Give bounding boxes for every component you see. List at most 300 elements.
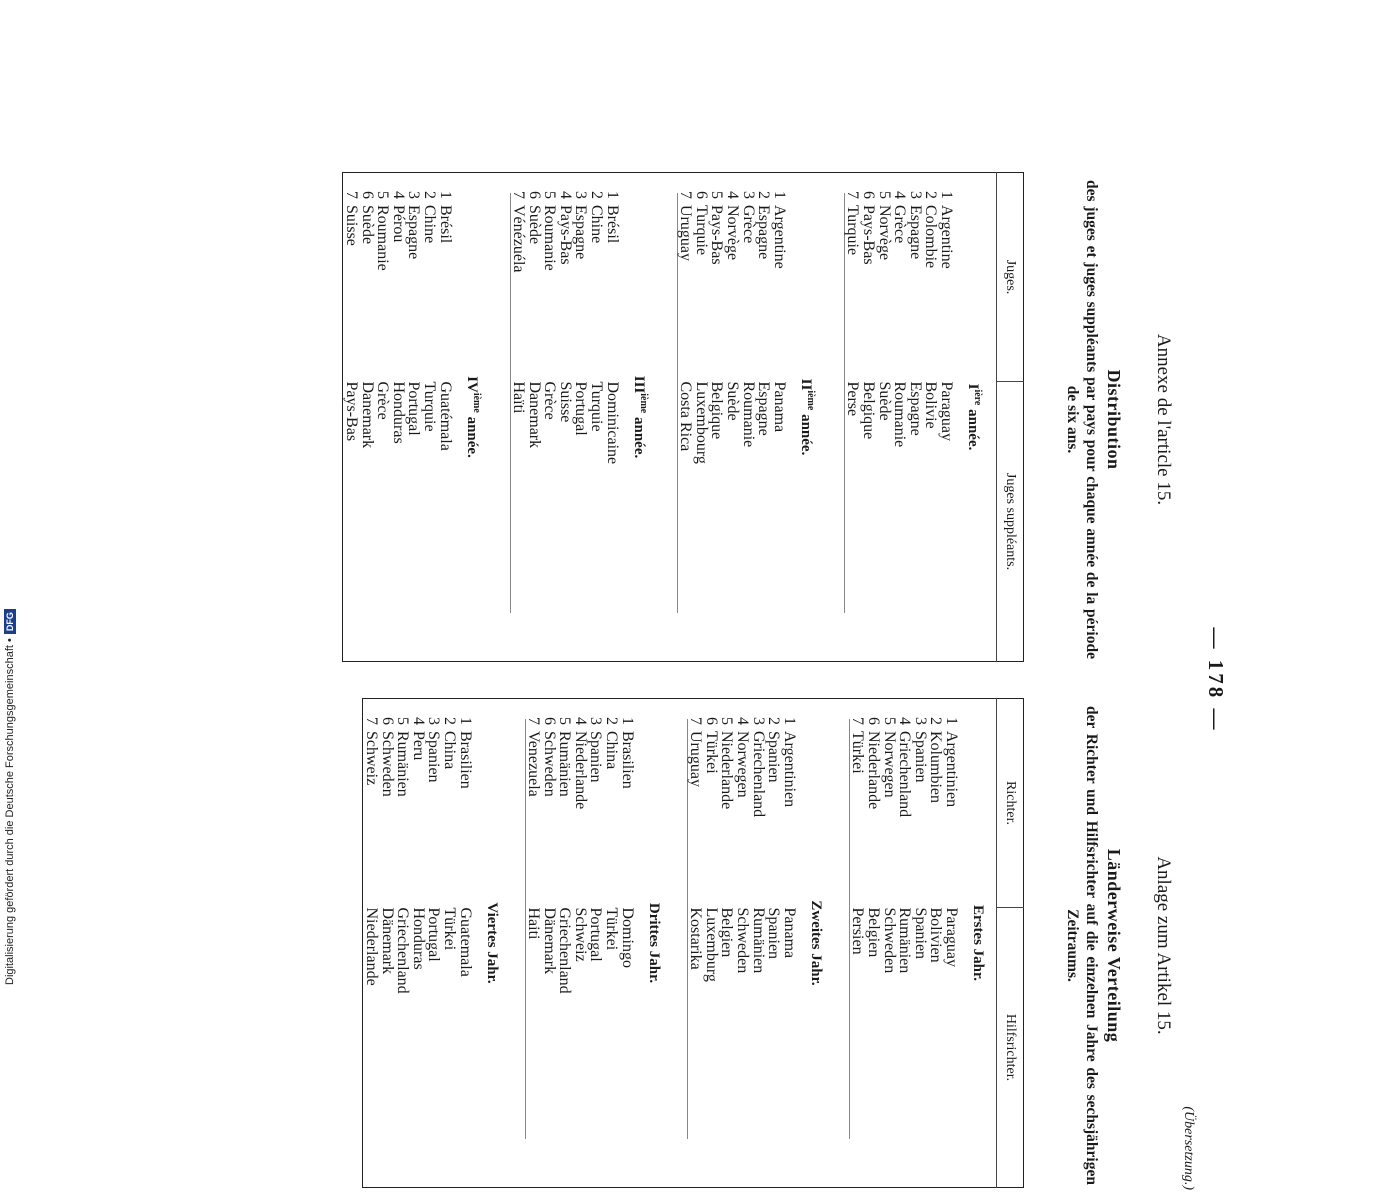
- deputy-country: Honduras: [409, 907, 427, 970]
- table-row: [526, 699, 542, 1188]
- table-row: [766, 699, 782, 1188]
- judge-entry: [589, 173, 605, 382]
- row-number: 5: [541, 191, 559, 199]
- year-heading: [797, 699, 834, 1188]
- judge-cell: [573, 173, 589, 382]
- year-heading: [954, 173, 997, 662]
- table-row: [688, 699, 704, 1188]
- judge-entry: [421, 173, 437, 382]
- row-number: 1: [770, 191, 788, 199]
- row-number: 2: [420, 191, 438, 199]
- judge-country: Pays-Bas: [708, 205, 726, 265]
- row-number: 6: [358, 191, 376, 199]
- judge-cell: [734, 699, 750, 908]
- table-row: [876, 173, 892, 662]
- judge-cell: [928, 699, 944, 908]
- deputy-country: Suède: [724, 381, 742, 421]
- french-heading: Annexe de l'article 15.: [1153, 333, 1174, 506]
- judge-cell: [781, 699, 797, 908]
- year-separator-cell: [672, 699, 688, 1188]
- judge-cell: [876, 173, 892, 382]
- table-row: [573, 173, 589, 662]
- row-number: 2: [440, 717, 458, 725]
- judge-country: Uruguay: [677, 205, 695, 261]
- table-row: [771, 173, 787, 662]
- german-subtitle: der Richter und Hilfsrichter auf die einzelnen Jahre des sechsjährigen Zeitraums.: [1064, 706, 1100, 1185]
- row-number: 2: [588, 191, 606, 199]
- row-number: 5: [374, 191, 392, 199]
- judge-cell: [379, 699, 395, 908]
- deputy-country: Niederlande: [362, 907, 380, 986]
- year-label-suffix: ière: [972, 389, 983, 406]
- deputy-country: Portugal: [587, 907, 605, 962]
- judge-country: Brasilien: [618, 731, 636, 789]
- table-row: [604, 173, 620, 662]
- judge-cell: [526, 173, 542, 382]
- year-label-number: IV: [463, 376, 480, 393]
- row-number: 4: [571, 717, 589, 725]
- judge-country: Peru: [409, 731, 427, 761]
- table-row: [912, 699, 928, 1188]
- row-number: 4: [896, 717, 914, 725]
- deputy-country: Turquie: [420, 381, 438, 432]
- table-row: [897, 699, 913, 1188]
- table-row: [441, 699, 457, 1188]
- judge-entry: [604, 173, 620, 382]
- row-number: 1: [938, 191, 955, 199]
- deputy-country: Espagne: [755, 381, 773, 436]
- table-row: [756, 173, 772, 662]
- judge-entry: [511, 173, 527, 382]
- deputy-country: Paraguay: [938, 381, 955, 442]
- table-row: [379, 699, 395, 1188]
- row-number: 3: [587, 717, 605, 725]
- judge-country: Colombie: [922, 205, 940, 269]
- judge-country: Chine: [420, 205, 438, 244]
- deputy-country: Türkei: [603, 907, 621, 951]
- table-row: [589, 173, 605, 662]
- judge-cell: [541, 699, 557, 908]
- row-number: 1: [436, 191, 454, 199]
- row-number: 2: [603, 717, 621, 725]
- deputy-country: Honduras: [389, 381, 407, 444]
- judge-cell: [437, 173, 453, 382]
- judge-country: Brésil: [603, 205, 621, 244]
- judge-country: Norwegen: [734, 731, 752, 798]
- judge-entry: [912, 699, 928, 908]
- judge-entry: [557, 173, 573, 382]
- judge-cell: [375, 173, 391, 382]
- german-table-body: [363, 699, 997, 1188]
- judge-country: Türkei: [849, 731, 867, 774]
- row-number: 7: [849, 717, 867, 725]
- row-number: 5: [875, 191, 893, 199]
- judge-country: Schweiz: [362, 731, 380, 786]
- year-label-word: année.: [797, 414, 814, 456]
- table-row: [457, 699, 473, 1188]
- table-row: [724, 173, 740, 662]
- deputy-country: Costa Rica: [677, 381, 695, 452]
- judge-country: Spanien: [911, 731, 929, 783]
- table-row: [740, 173, 756, 662]
- judge-country: Argentinien: [943, 731, 960, 808]
- judge-entry: [406, 173, 422, 382]
- table-row: [557, 173, 573, 662]
- judge-cell: [943, 699, 959, 908]
- judge-country: Spanien: [425, 731, 443, 783]
- judge-country: Norvège: [875, 205, 893, 261]
- judge-entry: [678, 173, 694, 382]
- judge-cell: [604, 173, 620, 382]
- row-number: 7: [342, 191, 360, 199]
- rotated-page: [210, 170, 1230, 1190]
- judge-cell: [343, 173, 359, 382]
- deputy-country: Rumänien: [749, 907, 767, 974]
- deputy-country: Luxemburg: [702, 907, 720, 982]
- judge-cell: [850, 699, 866, 908]
- deputy-country: Portugal: [572, 381, 590, 436]
- judge-cell: [845, 173, 861, 382]
- judge-entry: [526, 699, 542, 908]
- year-heading-row: [453, 173, 495, 662]
- german-title: Länderweise Verteilung: [1104, 848, 1124, 1043]
- judge-entry: [907, 173, 923, 382]
- deputy-country: Panama: [780, 907, 798, 959]
- deputy-country: Portugal: [405, 381, 423, 436]
- deputy-country: Persien: [849, 907, 867, 955]
- year-label: Erstes Jahr.: [970, 904, 986, 982]
- judge-entry: [750, 699, 766, 908]
- french-title: Distribution: [1104, 369, 1124, 470]
- row-number: 3: [572, 191, 590, 199]
- deputy-country: Belgien: [865, 907, 883, 958]
- judge-country: Uruguay: [687, 731, 705, 787]
- judge-entry: [572, 699, 588, 908]
- row-number: 3: [906, 191, 924, 199]
- judge-cell: [923, 173, 939, 382]
- table-row: [619, 699, 635, 1188]
- year-separator: [834, 699, 850, 1188]
- row-number: 6: [860, 191, 878, 199]
- row-number: 5: [556, 717, 574, 725]
- judge-entry: [740, 173, 756, 382]
- table-row: [928, 699, 944, 1188]
- year-separator-cell: [510, 699, 526, 1188]
- row-number: 5: [880, 717, 898, 725]
- deputy-country: Dänemark: [378, 907, 396, 975]
- row-number: 6: [540, 717, 558, 725]
- judge-entry: [359, 173, 375, 382]
- table-row: [588, 699, 604, 1188]
- table-row: [557, 699, 573, 1188]
- row-number: 4: [891, 191, 909, 199]
- judge-cell: [441, 699, 457, 908]
- deputy-country: Kostarika: [687, 907, 705, 970]
- year-separator-cell: [495, 173, 511, 662]
- german-column: [362, 698, 1174, 1193]
- row-number: 3: [425, 717, 443, 725]
- year-label: Viertes Jahr.: [483, 902, 500, 984]
- judge-entry: [573, 173, 589, 382]
- year-label-word: année.: [965, 409, 981, 451]
- deputy-country: Belgique: [708, 381, 726, 440]
- judge-country: Pérou: [389, 205, 407, 243]
- judge-country: Griechenland: [896, 731, 914, 818]
- table-row: [572, 699, 588, 1188]
- row-number: 5: [718, 717, 736, 725]
- judge-entry: [860, 173, 876, 382]
- row-number: 7: [362, 717, 380, 725]
- judge-country: Schweden: [378, 731, 396, 797]
- year-heading-row: [787, 173, 829, 662]
- table-row: [426, 699, 442, 1188]
- judge-entry: [410, 699, 426, 908]
- year-heading: [473, 699, 510, 1188]
- year-label: Zweites Jahr.: [807, 900, 824, 986]
- deputy-country: Danemark: [358, 381, 376, 449]
- row-number: 1: [618, 717, 636, 725]
- judge-entry: [943, 699, 959, 908]
- judge-country: Suède: [358, 205, 376, 245]
- judge-country: Niederlande: [571, 731, 589, 810]
- deputy-country: Domingo: [618, 907, 636, 968]
- german-distribution-table: [362, 698, 1024, 1188]
- judge-cell: [693, 173, 709, 382]
- judge-entry: [588, 699, 604, 908]
- row-number: 6: [378, 717, 396, 725]
- row-number: 3: [749, 717, 767, 725]
- deputy-country: Paraguay: [943, 907, 960, 968]
- french-subtitle: des juges et juges suppléants par pays pour chaque année de la période de six ans.: [1064, 180, 1100, 659]
- judge-entry: [766, 699, 782, 908]
- judge-entry: [771, 173, 787, 382]
- year-heading: [620, 173, 662, 662]
- year-label: Drittes Jahr.: [645, 902, 662, 984]
- table-row: [604, 699, 620, 1188]
- table-row: [734, 699, 750, 1188]
- judge-country: Espagne: [906, 205, 924, 260]
- judge-country: Türkei: [702, 731, 720, 774]
- judge-cell: [897, 699, 913, 908]
- french-col-judges: Juges.: [997, 173, 1024, 382]
- year-heading-row: [635, 699, 672, 1188]
- table-row: [363, 699, 379, 1188]
- german-heading: Anlage zum Artikel 15.: [1153, 856, 1174, 1035]
- judge-entry: [604, 699, 620, 908]
- year-separator-cell: [834, 699, 850, 1188]
- judge-entry: [343, 173, 359, 382]
- row-number: 1: [603, 191, 621, 199]
- deputy-country: Haïti: [510, 381, 528, 414]
- judge-entry: [850, 699, 866, 908]
- judge-country: Argentine: [770, 205, 788, 269]
- table-row: [406, 173, 422, 662]
- judge-entry: [688, 699, 704, 908]
- deputy-country: Haiti: [525, 907, 543, 940]
- judge-cell: [363, 699, 379, 908]
- year-label-suffix: ième: [637, 393, 649, 414]
- judge-cell: [542, 173, 558, 382]
- judge-country: Grèce: [891, 205, 909, 244]
- french-table-body: [343, 173, 997, 662]
- judge-country: Rumänien: [556, 731, 574, 797]
- table-row: [375, 173, 391, 662]
- deputy-country: Griechenland: [394, 907, 412, 994]
- judge-country: Roumanie: [541, 205, 559, 271]
- deputy-country: Belgien: [718, 907, 736, 958]
- deputy-country: Bolivie: [922, 381, 940, 429]
- judge-country: Kolumbien: [927, 731, 945, 803]
- judge-cell: [390, 173, 406, 382]
- deputy-country: Belgique: [860, 381, 878, 440]
- deputy-country: Guatémala: [436, 381, 454, 451]
- judge-country: Pays-Bas: [556, 205, 574, 265]
- year-heading-row: [954, 173, 997, 662]
- judge-entry: [363, 699, 379, 908]
- row-number: 2: [922, 191, 940, 199]
- deputy-country: Schweden: [880, 907, 898, 974]
- deputy-country: Perse: [844, 381, 862, 417]
- judge-country: China: [603, 731, 621, 770]
- year-heading-row: [797, 699, 834, 1188]
- judge-cell: [865, 699, 881, 908]
- judge-cell: [688, 699, 704, 908]
- year-heading-row: [620, 173, 662, 662]
- judge-country: Vénézuéla: [510, 205, 528, 273]
- judge-cell: [881, 699, 897, 908]
- judge-cell: [511, 173, 527, 382]
- table-row: [709, 173, 725, 662]
- judge-country: Argentine: [938, 205, 955, 269]
- judge-cell: [557, 173, 573, 382]
- judge-cell: [604, 699, 620, 908]
- deputy-country: Espagne: [906, 381, 924, 436]
- judge-entry: [395, 699, 411, 908]
- judge-country: China: [440, 731, 458, 770]
- side-credit-text: Digitalisierung gefördert durch die Deutsche Forschungsgemeinschaft •: [4, 638, 16, 985]
- judge-country: Grèce: [739, 205, 757, 244]
- judge-entry: [781, 699, 797, 908]
- year-label-suffix: ième: [804, 390, 816, 411]
- judge-cell: [703, 699, 719, 908]
- judge-cell: [526, 699, 542, 908]
- row-number: 7: [687, 717, 705, 725]
- judge-cell: [395, 699, 411, 908]
- judge-cell: [678, 173, 694, 382]
- row-number: 7: [525, 717, 543, 725]
- judge-entry: [734, 699, 750, 908]
- row-number: 4: [556, 191, 574, 199]
- judge-cell: [406, 173, 422, 382]
- judge-country: Norvège: [724, 205, 742, 261]
- deputy-country: Turquie: [588, 381, 606, 432]
- german-col-deputies: Hilfsrichter.: [997, 908, 1024, 1188]
- judge-cell: [907, 173, 923, 382]
- judge-country: Pays-Bas: [860, 205, 878, 265]
- judge-country: Chine: [588, 205, 606, 244]
- row-number: 4: [734, 717, 752, 725]
- judge-entry: [541, 699, 557, 908]
- table-row: [881, 699, 897, 1188]
- row-number: 6: [692, 191, 710, 199]
- year-separator: [662, 173, 678, 662]
- judge-cell: [410, 699, 426, 908]
- french-column: [342, 172, 1174, 667]
- year-separator: [672, 699, 688, 1188]
- deputy-country: Dominicaine: [603, 381, 621, 465]
- table-row: [390, 173, 406, 662]
- year-heading: [453, 173, 495, 662]
- judge-cell: [457, 699, 473, 908]
- french-distribution-table: [342, 172, 1024, 662]
- table-row: [845, 173, 861, 662]
- deputy-country: Suède: [875, 381, 893, 421]
- judge-country: Roumanie: [374, 205, 392, 271]
- deputy-country: Panama: [770, 381, 788, 433]
- judge-cell: [938, 173, 954, 382]
- table-row: [943, 699, 959, 1188]
- table-row: [410, 699, 426, 1188]
- deputy-country: Schweden: [734, 907, 752, 974]
- row-number: 6: [525, 191, 543, 199]
- row-number: 1: [780, 717, 798, 725]
- deputy-country: Danemark: [525, 381, 543, 449]
- judge-cell: [750, 699, 766, 908]
- table-row: [526, 173, 542, 662]
- row-number: 2: [755, 191, 773, 199]
- judge-entry: [876, 173, 892, 382]
- table-row: [511, 173, 527, 662]
- table-row: [693, 173, 709, 662]
- table-row: [542, 173, 558, 662]
- row-number: 6: [865, 717, 883, 725]
- judge-country: Griechenland: [749, 731, 767, 818]
- table-row: [860, 173, 876, 662]
- deputy-country: Spanien: [765, 907, 783, 960]
- judge-country: Suisse: [342, 205, 360, 246]
- row-number: 4: [409, 717, 427, 725]
- year-heading-row: [473, 699, 510, 1188]
- row-number: 2: [927, 717, 945, 725]
- judge-cell: [724, 173, 740, 382]
- judge-entry: [379, 699, 395, 908]
- judge-cell: [912, 699, 928, 908]
- deputy-country: Grèce: [374, 381, 392, 420]
- judge-country: Schweden: [540, 731, 558, 797]
- deputy-country: Portugal: [425, 907, 443, 962]
- table-row: [437, 173, 453, 662]
- year-label-word: année.: [630, 417, 647, 459]
- row-number: 4: [724, 191, 742, 199]
- judge-country: Brasilien: [456, 731, 474, 789]
- judge-country: Espagne: [405, 205, 423, 260]
- table-row: [343, 173, 359, 662]
- deputy-country: Spanien: [911, 907, 929, 960]
- judge-entry: [441, 699, 457, 908]
- judge-cell: [740, 173, 756, 382]
- table-row: [892, 173, 908, 662]
- table-row: [907, 173, 923, 662]
- judge-entry: [542, 173, 558, 382]
- deputy-country: Pays-Bas: [342, 381, 360, 442]
- judge-country: Rumänien: [394, 731, 412, 797]
- judge-entry: [619, 699, 635, 908]
- deputy-country: Dänemark: [540, 907, 558, 975]
- judge-country: Spanien: [765, 731, 783, 783]
- table-row: [719, 699, 735, 1188]
- judge-entry: [526, 173, 542, 382]
- judge-entry: [928, 699, 944, 908]
